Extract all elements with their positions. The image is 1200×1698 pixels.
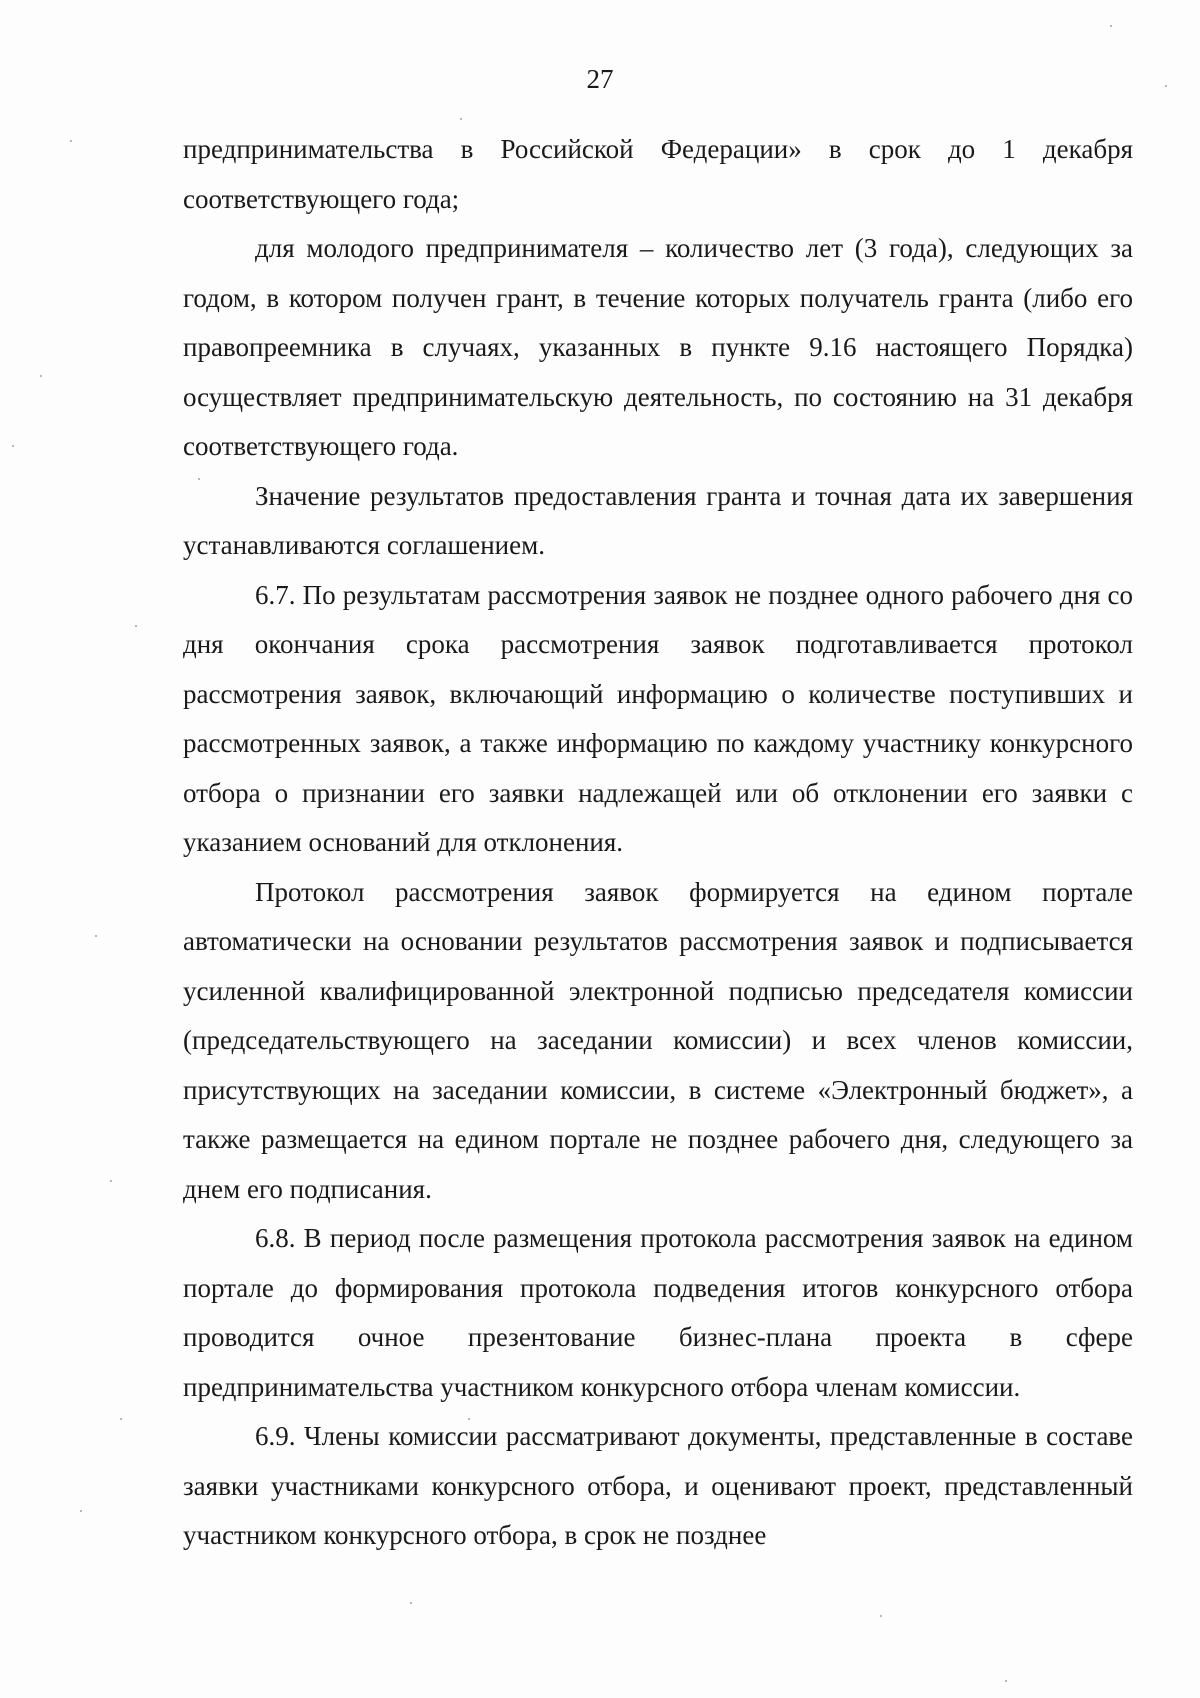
scan-speck [460, 118, 462, 120]
scan-speck [1005, 1680, 1007, 1682]
scan-speck [135, 625, 137, 627]
scan-speck [95, 935, 97, 937]
paragraph-continuation: предпринимательства в Российской Федерации» в срок до 1 декабря соответствующего года; [183, 134, 1133, 214]
page-number: 27 [586, 64, 614, 94]
scan-speck [12, 445, 14, 447]
scan-speck [80, 1510, 82, 1512]
paragraph-6-7: 6.7. По результатам рассмотрения заявок не позднее одного рабочего дня со дня окончания срока рассмотрения заявок подготавливается протокол рассмотрения заявок, включающий информацию о количестве поступивших и рассмотренных заявок, а также информацию по каждому участнику конкурсного отбора о признании его заявки надлежащей или об отклонении его заявки с указанием оснований для отклонения. [183, 579, 1133, 857]
paragraph-results-agreement: Значение результатов предоставления гранта и точная дата их завершения устанавливаются соглашением. [183, 480, 1133, 560]
scan-speck [880, 1615, 882, 1617]
scan-speck [198, 478, 200, 480]
paragraph-young-entrepreneur: для молодого предпринимателя – количество лет (3 года), следующих за годом, в котором получен грант, в течение которых получатель гранта (либо его правопреемника в случаях, указанных в пункте 9.16 настоящего Порядка) осуществляет предпринимательскую деятельность, по состоянию на 31 декабря соответствующего года. [183, 233, 1133, 461]
paragraph-protocol: Протокол рассмотрения заявок формируется на едином портале автоматически на основании результатов рассмотрения заявок и подписывается усиленной квалифицированной электронной подписью председателя комиссии (председательствующего на заседании комиссии) и всех членов комиссии, присутствующих на заседании комиссии, в системе «Электронный бюджет», а также размещается на едином портале не позднее рабочего дня, следующего за днем его подписания. [183, 876, 1133, 1204]
paragraph-6-8: 6.8. В период после размещения протокола рассмотрения заявок на едином портале до формирования протокола подведения итогов конкурсного отбора проводится очное презентование бизнес-плана проекта в сфере предпринимательства участником конкурсного отбора членам комиссии. [183, 1223, 1133, 1402]
scan-speck [1110, 25, 1112, 27]
document-body [183, 125, 1133, 1561]
scan-speck [40, 375, 42, 377]
scan-speck [70, 140, 72, 142]
scan-speck [1165, 85, 1167, 87]
scan-speck [410, 1602, 412, 1604]
scan-speck [110, 1180, 112, 1182]
scan-speck [120, 1418, 122, 1420]
scan-speck [468, 1418, 470, 1420]
paragraph-6-9: 6.9. Члены комиссии рассматривают документы, представленные в составе заявки участниками конкурсного отбора, и оценивают проект, представленный участником конкурсного отбора, в срок не позднее [183, 1421, 1133, 1550]
